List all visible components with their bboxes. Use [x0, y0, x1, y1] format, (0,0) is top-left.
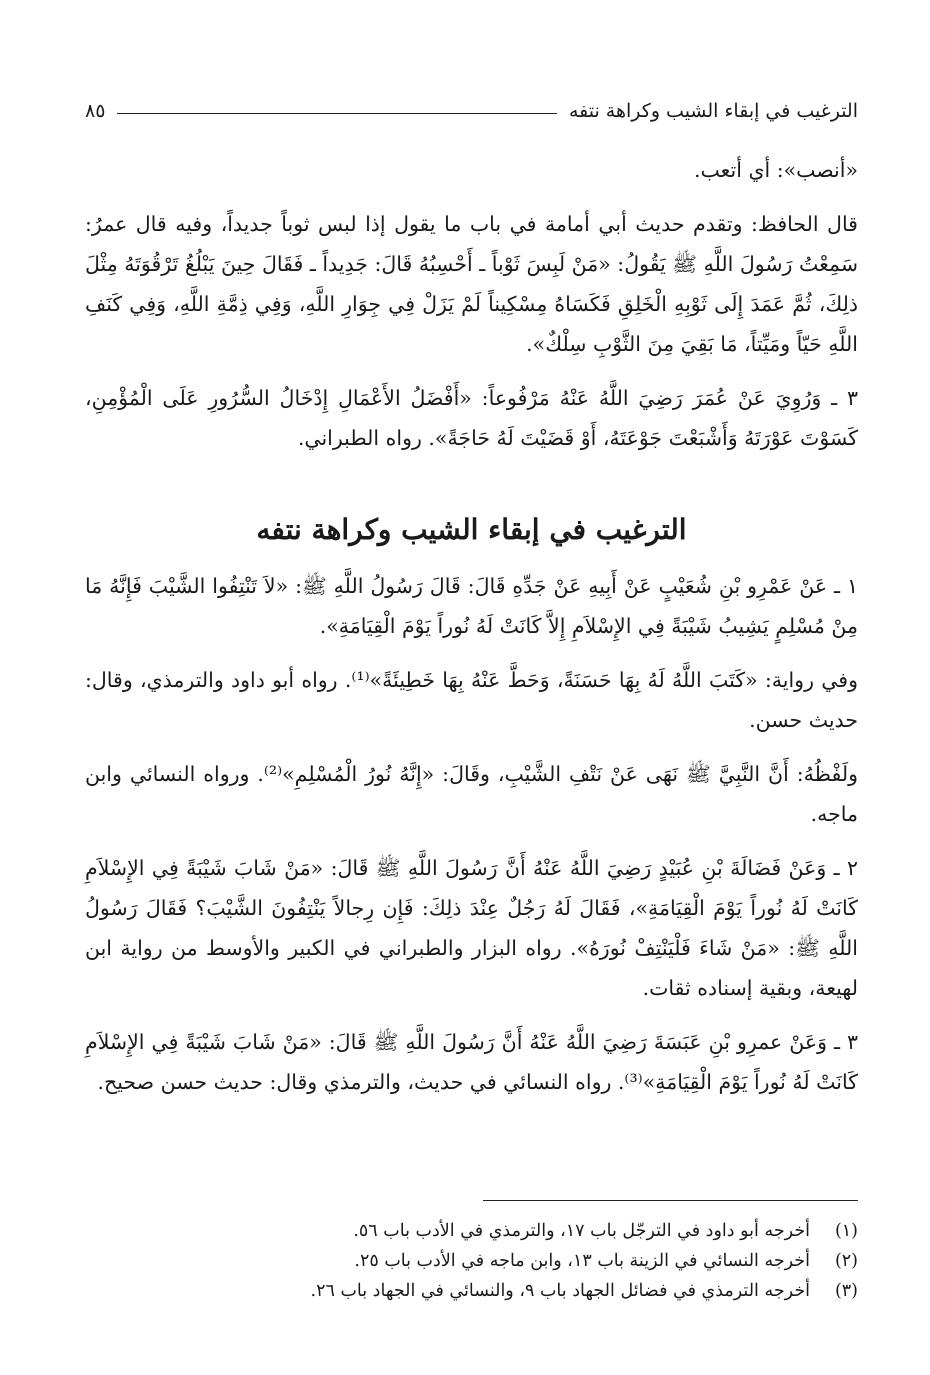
footnote: [85, 1276, 858, 1306]
footnote-rule: [483, 1200, 858, 1201]
footnote-number: (٣): [834, 1281, 858, 1301]
page-header: [85, 92, 858, 122]
footnotes: [85, 1216, 858, 1306]
running-title: الترغيب في إبقاء الشيب وكراهة نتفه: [568, 100, 858, 122]
paragraph: قال الحافظ: وتقدم حديث أبي أمامة في باب ما يقول إذا لبس ثوباً جديداً، وفيه قال عمرُ: سَمِعْتُ رَسُولَ اللَّهِ ﷺ يَقُولُ: «مَنْ لَبِسَ ثَوْباً ـ أَحْسِبُهُ قَالَ: جَدِيداً ـ فَقَالَ حِينَ يَبْلُغُ تَرْقُوَتَهُ مِثْلَ ذلِكَ، ثُمَّ عَمَدَ إِلَى ثَوْبِهِ الْخَلِقِ فَكَسَاهُ مِسْكِيناً لَمْ يَزَلْ فِي جِوَارِ اللَّهِ، وَفِي ذِمَّةِ اللَّهِ، وَفِي كَنَفِ اللَّهِ حَيّاً ومَيِّتاً، مَا بَقِيَ مِنَ الثَّوْبِ سِلْكٌ».: [85, 212, 858, 356]
paragraph: ٢ ـ وَعَنْ فَضَالَةَ بْنِ عُبَيْدٍ رَضِيَ اللَّهُ عَنْهُ أَنَّ رَسُولَ اللَّهِ ﷺ قَالَ: «مَنْ شَابَ شَيْبَةً فِي الإِسْلاَمِ كَانَتْ لَهُ نُوراً يَوْمَ الْقِيَامَةِ»، فَقَالَ لَهُ رَجُلٌ عِنْدَ ذلِكَ: فَإِن رِجالاً يَنْتِفُونَ الشَّيْبَ؟ فَقَالَ رَسُولُ اللَّهِ ﷺ: «مَنْ شَاءَ فَلْيَنْتِفْ نُورَهُ». رواه البزار والطبراني في الكبير والأوسط من رواية ابن لهيعة، وبقية إسناده ثقات.: [85, 856, 858, 1000]
footnote-text: أخرجه أبو داود في الترجّل باب ١٧، والترمذي في الأدب باب ٥٦.: [353, 1221, 810, 1241]
page-content: [85, 150, 858, 1116]
book-page: [85, 0, 858, 1375]
footnote-number: (٢): [834, 1251, 858, 1271]
paragraph: وفي رواية: «كَتَبَ اللَّهُ لَهُ بِهَا حَسَنَةً، وَحَطَّ عَنْهُ بِهَا خَطِيئَةً»⁽¹⁾. رواه أبو داود والترمذي، وقال: حديث حسن.: [85, 668, 859, 732]
footnote-number: (١): [834, 1221, 858, 1241]
paragraph: ٣ ـ وَرُوِيَ عَنْ عُمَرَ رَضِيَ اللَّهُ عَنْهُ مَرْفُوعاً: «أَفْضَلُ الأَعْمَالِ إِدْخَالُ السُّرُورِ عَلَى الْمُؤْمِنِ، كَسَوْتَ عَوْرَتَهُ وَأَشْبَعْتَ جَوْعَتَهُ، أَوْ قَضَيْتَ لَهُ حَاجَةً». رواه الطبراني.: [85, 386, 858, 450]
header-rule: [117, 113, 557, 114]
paragraph: «أنصب»: أي أتعب.: [693, 158, 858, 182]
footnote: [85, 1216, 858, 1246]
page-number: ٨٥: [85, 100, 106, 122]
paragraph: ٣ ـ وَعَنْ عمرِو بْنِ عَبَسَةَ رَضِيَ اللَّهُ عَنْهُ أَنَّ رَسُولَ اللَّهِ ﷺ قَالَ: «مَنْ شَابَ شَيْبَةً فِي الإِسْلاَمِ كَانَتْ لَهُ نُوراً يَوْمَ الْقِيَامَةِ»⁽³⁾. رواه النسائي في حديث، والترمذي وقال: حديث حسن صحيح.: [85, 1030, 858, 1094]
paragraph: ١ ـ عَنْ عَمْرِو بْنِ شُعَيْبٍ عَنْ أَبِيهِ عَنْ جَدِّهِ قَالَ: قَالَ رَسُولُ اللَّهِ ﷺ: «لاَ تَنْتِفُوا الشَّيْبَ فَإِنَّهُ مَا مِنْ مُسْلِمٍ يَشِيبُ شَيْبَةً فِي الإِسْلاَمِ إِلاَّ كَانَتْ لَهُ نُوراً يَوْمَ الْقِيَامَةِ».: [85, 574, 858, 638]
paragraph: ولَفْظُهُ: أَنَّ النَّبِيَّ ﷺ نَهَى عَنْ نَتْفِ الشَّيْبِ، وقَالَ: «إِنَّهُ نُورُ الْمُسْلِمِ»⁽²⁾. ورواه النسائي وابن ماجه.: [85, 762, 858, 826]
footnote: [85, 1246, 858, 1276]
section-title: الترغيب في إبقاء الشيب وكراهة نتفه: [256, 513, 687, 546]
footnote-text: أخرجه النسائي في الزينة باب ١٣، وابن ماجه في الأدب باب ٢٥.: [354, 1251, 810, 1271]
footnote-text: أخرجه الترمذي في فضائل الجهاد باب ٩، والنسائي في الجهاد باب ٢٦.: [310, 1281, 810, 1301]
